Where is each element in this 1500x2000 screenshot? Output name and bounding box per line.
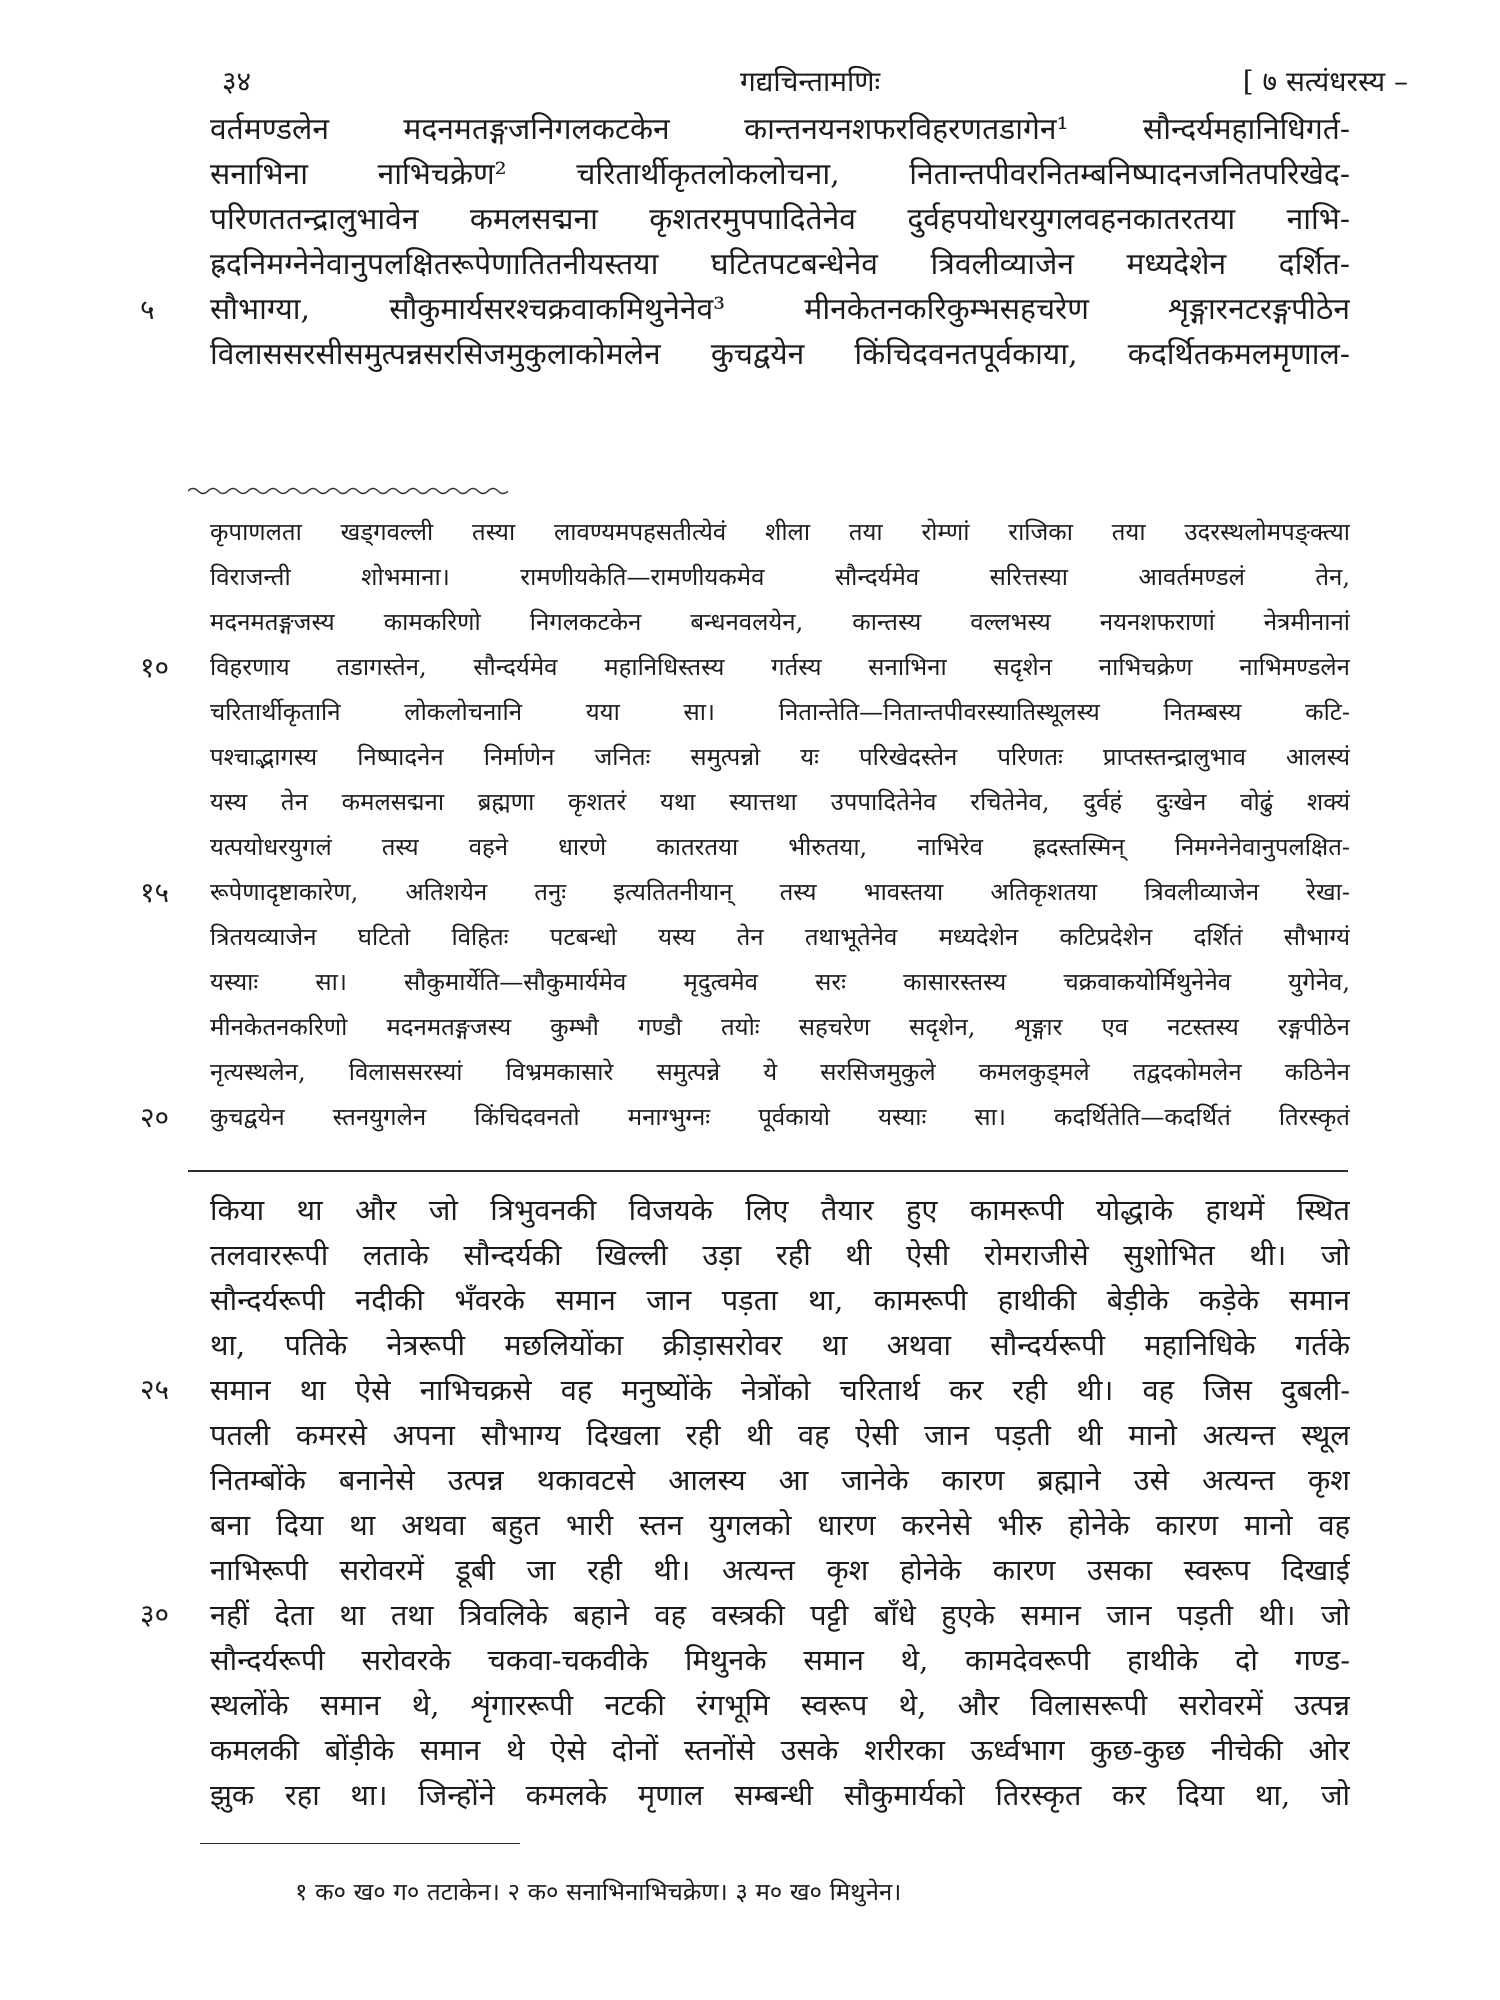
commentary-line [210, 785, 1350, 821]
translation-line [210, 1640, 1350, 1684]
main-line [210, 290, 1350, 334]
translation-line-text: नाभिरूपी सरोवरमें डूबी जा रही थी। अत्यन्त कृश होनेके कारण उसका स्वरूप दिखाई [210, 1553, 1350, 1587]
translation-line-text: नहीं देता था तथा त्रिवलिके बहाने वह वस्त्रकी पट्टी बाँधे हुएके समान जान पड़ती थी। जो [210, 1598, 1350, 1632]
translation-line-text: स्थलोंके समान थे, शृंगाररूपी नटकी रंगभूमि स्वरूप थे, और विलासरूपी सरोवरमें उत्पन्न [210, 1688, 1350, 1722]
main-line-text: ह्रदनिमग्नेनेवानुपलक्षितरूपेणातितनीयस्तया घटितपटबन्धेनेव त्रिवलीव्याजेन मध्यदेशेन दर्शित- [210, 247, 1350, 282]
commentary-line-text: पश्चाद्भागस्य निष्पादनेन निर्माणेन जनितः समुत्पन्नो यः परिखेदस्तेन परिणतः प्राप्तस्तन्द्रालुभाव आलस्यं [210, 743, 1350, 771]
commentary-line-text: मीनकेतनकरिणो मदनमतङ्गजस्य कुम्भौ गण्डौ तयोः सहचरेण सदृशेन, शृङ्गार एव नटस्तस्य रङ्गपीठेन [210, 1013, 1350, 1041]
translation-line [210, 1415, 1350, 1459]
main-line [210, 335, 1350, 379]
translation-line-text: समान था ऐसे नाभिचक्रसे वह मनुष्योंके नेत्रोंको चरितार्थ कर रही थी। वह जिस दुबली- [210, 1373, 1350, 1407]
wavy-separator [188, 485, 508, 497]
commentary-line-text: कुचद्वयेन स्तनयुगलेन किंचिदवनतो मनाग्भुग्नः पूर्वकायो यस्याः सा। कदर्थितेति—कदर्थितं तिरस्कृतं [210, 1103, 1350, 1131]
main-line-text: सौभाग्या, सौकुमार्यसरश्चक्रवाकमिथुनेनेव³ मीनकेतनकरिकुम्भसहचरेण शृङ्गारनटरङ्गपीठेन [210, 292, 1350, 327]
page-number: ३४ [222, 65, 252, 98]
main-line [210, 110, 1350, 154]
commentary-line-text: रूपेणादृष्टाकारेण, अतिशयेन तनुः इत्यतितनीयान् तस्य भावस्तया अतिकृशतया त्रिवलीव्याजेन रेखा- [210, 878, 1350, 906]
translation-line-text: बना दिया था अथवा बहुत भारी स्तन युगलको धारण करनेसे भीरु होनेके कारण मानो वह [210, 1508, 1350, 1542]
translation-line-text: कमलकी बोंड़ीके समान थे ऐसे दोनों स्तनोंसे उसके शरीरका ऊर्ध्वभाग कुछ-कुछ नीचेकी ओर [210, 1733, 1350, 1767]
translation-line-text: नितम्बोंके बनानेसे उत्पन्न थकावटसे आलस्य आ जानेके कारण ब्रह्माने उसे अत्यन्त कृश [210, 1463, 1350, 1497]
commentary-line [210, 830, 1350, 866]
translation-line-text: था, पतिके नेत्ररूपी मछलियोंका क्रीड़ासरोवर था अथवा सौन्दर्यरूपी महानिधिके गर्तके [210, 1328, 1350, 1362]
commentary-line-text: यस्य तेन कमलसद्मना ब्रह्मणा कृशतरं यथा स्यात्तथा उपपादितेनेव रचितेनेव, दुर्वहं दुःखेन वोढुं शक्यं [210, 788, 1350, 816]
translation-line [210, 1550, 1350, 1594]
commentary-line-text: विराजन्ती शोभमाना। रामणीयकेति—रामणीयकमेव सौन्दर्यमेव सरित्तस्या आवर्तमण्डलं तेन, [210, 563, 1350, 591]
translation-line [210, 1460, 1350, 1504]
commentary-line [210, 740, 1350, 776]
commentary-line [210, 965, 1350, 1001]
translation-line [210, 1325, 1350, 1369]
translation-line [210, 1280, 1350, 1324]
commentary-line [210, 1055, 1350, 1091]
commentary-line [210, 695, 1350, 731]
line-number: ३० [140, 1598, 170, 1631]
commentary-line [210, 560, 1350, 596]
translation-line-text: सौन्दर्यरूपी सरोवरके चकवा-चकवीके मिथुनके समान थे, कामदेवरूपी हाथीके दो गण्ड- [210, 1643, 1350, 1677]
footnote-text: १ क० ख० ग० तटाकेन। २ क० सनाभिनाभिचक्रेण। ३ म० ख० मिथुनेन। [295, 1878, 902, 1906]
translation-line [210, 1235, 1350, 1279]
footnote-rule [200, 1843, 520, 1844]
translation-line [210, 1775, 1350, 1819]
line-number: ५ [140, 293, 155, 326]
section-divider [188, 1170, 1348, 1172]
commentary-line [210, 605, 1350, 641]
main-line-text: विलाससरसीसमुत्पन्नसरसिजमुकुलाकोमलेन कुचद्वयेन किंचिदवनतपूर्वकाया, कदर्थितकमलमृणाल- [210, 337, 1350, 372]
translation-line [210, 1505, 1350, 1549]
line-number: २० [140, 1101, 170, 1134]
main-line-text: सनाभिना नाभिचक्रेण² चरितार्थीकृतलोकलोचना, नितान्तपीवरनितम्बनिष्पादनजनितपरिखेद- [210, 157, 1350, 192]
main-line [210, 155, 1350, 199]
commentary-line [210, 515, 1350, 551]
commentary-line-text: यत्पयोधरयुगलं तस्य वहने धारणे कातरतया भीरुतया, नाभिरेव ह्रदस्तस्मिन् निमग्नेनेवानुपलक्षित- [210, 833, 1350, 861]
commentary-line [210, 920, 1350, 956]
commentary-line-text: कृपाणलता खड्गवल्ली तस्या लावण्यमपहसतीत्येवं शीला तया रोम्णां राजिका तया उदरस्थलोमपङ्क्त्या [210, 518, 1350, 546]
translation-line [210, 1730, 1350, 1774]
section-heading: [ ७ सत्यंधरस्य – [1242, 65, 1408, 98]
commentary-line [210, 1010, 1350, 1046]
translation-line-text: झुक रहा था। जिन्होंने कमलके मृणाल सम्बन्धी सौकुमार्यको तिरस्कृत कर दिया था, जो [210, 1778, 1350, 1812]
translation-line-text: पतली कमरसे अपना सौभाग्य दिखला रही थी वह ऐसी जान पड़ती थी मानो अत्यन्त स्थूल [210, 1418, 1350, 1452]
translation-line [210, 1370, 1350, 1414]
running-title: गद्यचिन्तामणिः [740, 65, 881, 98]
main-line-text: वर्तमण्डलेन मदनमतङ्गजनिगलकटकेन कान्तनयनशफरविहरणतडागेन¹ सौन्दर्यमहानिधिगर्त- [210, 112, 1350, 147]
translation-line-text: किया था और जो त्रिभुवनकी विजयके लिए तैयार हुए कामरूपी योद्धाके हाथमें स्थित [210, 1193, 1350, 1227]
commentary-line-text: नृत्यस्थलेन, विलाससरस्यां विभ्रमकासारे समुत्पन्ने ये सरसिजमुकुले कमलकुड्मले तद्वदकोमलेन कठिनेन [210, 1058, 1350, 1086]
translation-line [210, 1190, 1350, 1234]
line-number: १० [140, 651, 170, 684]
line-number: २५ [140, 1373, 170, 1406]
translation-line [210, 1595, 1350, 1639]
commentary-line [210, 875, 1350, 911]
footnote [295, 1875, 1295, 1911]
commentary-line [210, 1100, 1350, 1136]
commentary-line [210, 650, 1350, 686]
commentary-line-text: यस्याः सा। सौकुमार्येति—सौकुमार्यमेव मृदुत्वमेव सरः कासारस्तस्य चक्रवाकयोर्मिथुनेनेव युगेनेव, [210, 968, 1350, 996]
translation-line-text: सौन्दर्यरूपी नदीकी भँवरके समान जान पड़ता था, कामरूपी हाथीकी बेड़ीके कड़ेके समान [210, 1283, 1350, 1317]
commentary-line-text: चरितार्थीकृतानि लोकलोचनानि यया सा। नितान्तेति—नितान्तपीवरस्यातिस्थूलस्य नितम्बस्य कटि- [210, 698, 1350, 726]
line-number: १५ [140, 876, 170, 909]
commentary-line-text: विहरणाय तडागस्तेन, सौन्दर्यमेव महानिधिस्तस्य गर्तस्य सनाभिना सदृशेन नाभिचक्रेण नाभिमण्डलेन [210, 653, 1350, 681]
main-line-text: परिणततन्द्रालुभावेन कमलसद्मना कृशतरमुपपादितेनेव दुर्वहपयोधरयुगलवहनकातरतया नाभि- [210, 202, 1350, 237]
main-line [210, 200, 1350, 244]
main-line [210, 245, 1350, 289]
translation-line-text: तलवाररूपी लताके सौन्दर्यकी खिल्ली उड़ा रही थी ऐसी रोमराजीसे सुशोभित थी। जो [210, 1238, 1350, 1272]
translation-line [210, 1685, 1350, 1729]
commentary-line-text: त्रितयव्याजेन घटितो विहितः पटबन्धो यस्य तेन तथाभूतेनेव मध्यदेशेन कटिप्रदेशेन दर्शितं सौभाग्यं [210, 923, 1350, 951]
commentary-line-text: मदनमतङ्गजस्य कामकरिणो निगलकटकेन बन्धनवलयेन, कान्तस्य वल्लभस्य नयनशफराणां नेत्रमीनानां [210, 608, 1350, 636]
